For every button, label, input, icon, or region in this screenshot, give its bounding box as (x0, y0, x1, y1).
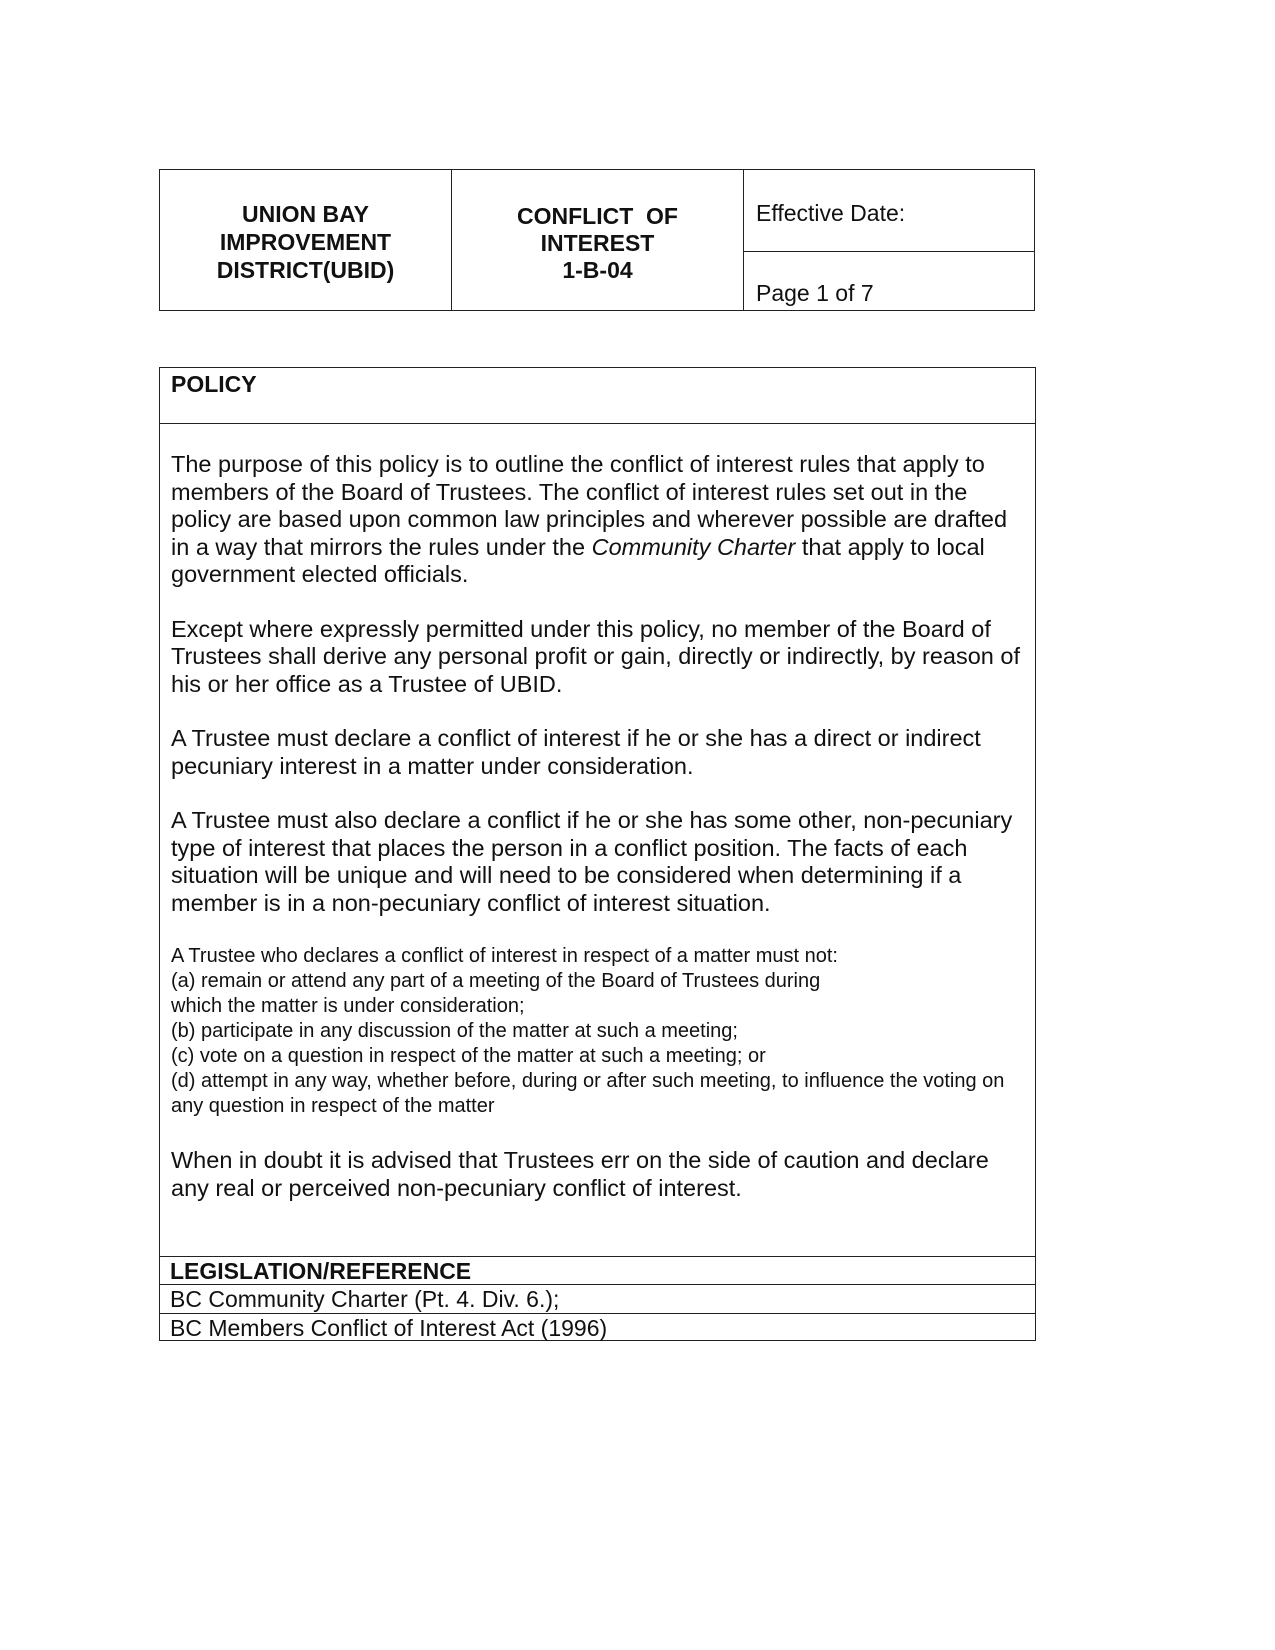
organization-name (160, 170, 452, 310)
policy-body (160, 424, 1035, 1202)
policy-title-line: CONFLICT OF (517, 203, 678, 229)
list-item: (b) participate in any discussion of the matter at such a meeting; (171, 1020, 738, 1042)
organization-line: UNION BAY (242, 201, 369, 227)
organization-line: DISTRICT(UBID) (216, 257, 395, 283)
policy-title-line: INTEREST (540, 230, 655, 256)
policy-title (452, 170, 744, 310)
policy-paragraph: A Trustee must declare a conflict of interest if he or she has a direct or indirect pecuniary interest in a matter under consideration. (171, 725, 981, 779)
legislation-heading: LEGISLATION/REFERENCE (160, 1256, 1035, 1285)
text-run: The purpose of this policy is to outline the conflict of interest rules that apply to members of the Board of Trustees. The conflict of interest rules set out in the policy are based upon common law principles and wherever possible are drafted in a way that mirrors the rules under the (171, 451, 1008, 560)
text-run: that apply to local government elected officials. (171, 533, 985, 587)
policy-section (159, 367, 1036, 1341)
policy-paragraph: A Trustee must also declare a conflict if he or she has some other, non-pecuniary type of interest that places the person in a conflict position. The facts of each situation will be unique and will need to be considered when determining if a member is in a non-pecuniary conflict of interest situation. (171, 807, 1013, 916)
policy-paragraph: When in doubt it is advised that Trustees err on the side of caution and declare any real or perceived non-pecuniary conflict of interest. (171, 1147, 989, 1201)
organization-line: IMPROVEMENT (219, 229, 392, 255)
header-meta (744, 170, 1034, 310)
effective-date-label: Effective Date: (744, 170, 1034, 252)
list-intro: A Trustee who declares a conflict of interest in respect of a matter must not: (171, 945, 838, 967)
act-name-italic: Community Charter (591, 533, 796, 560)
policy-heading: POLICY (160, 368, 1035, 424)
document-header-table (159, 169, 1035, 311)
prohibitions-list (171, 944, 1023, 1119)
policy-number: 1-B-04 (562, 257, 633, 283)
list-item: (d) attempt in any way, whether before, during or after such meeting, to influence the voting on any question in respect of the matter (171, 1070, 1005, 1117)
legislation-item: BC Community Charter (Pt. 4. Div. 6.); (160, 1285, 1035, 1314)
list-item: (a) remain or attend any part of a meeting of the Board of Trustees during which the matter is under consideration; (171, 970, 821, 1017)
policy-paragraph (171, 451, 1023, 589)
legislation-item: BC Members Conflict of Interest Act (1996) (170, 1315, 608, 1341)
legislation-section (160, 1256, 1035, 1342)
policy-paragraph: Except where expressly permitted under this policy, no member of the Board of Trustees shall derive any personal profit or gain, directly or indirectly, by reason of his or her office as a Trustee of UBID. (171, 615, 1021, 697)
page-number: Page 1 of 7 (756, 280, 874, 306)
list-item: (c) vote on a question in respect of the matter at such a meeting; or (171, 1045, 766, 1067)
